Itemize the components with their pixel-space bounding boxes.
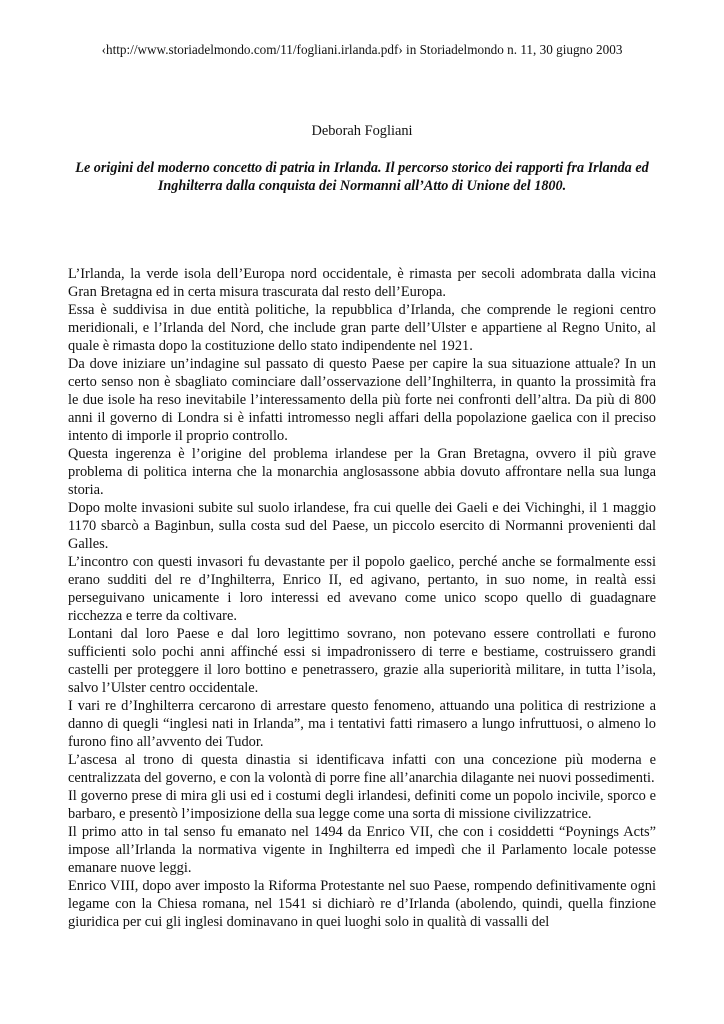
paragraph: Dopo molte invasioni subite sul suolo irlandese, fra cui quelle dei Gaeli e dei Vichinghi, il 1 maggio 1170 sbarcò a Baginbun, sulla costa sud del Paese, un piccolo esercito di Normanni provenienti dal Galles. — [68, 500, 656, 552]
paragraph: Il primo atto in tal senso fu emanato nel 1494 da Enrico VII, che con i cosiddetti “Poynings Acts” impose all’Irlanda la normativa vigente in Inghilterra ed impedì che il Parlamento locale potesse emanare nuove leggi. — [68, 824, 656, 876]
paragraph: Enrico VIII, dopo aver imposto la Riforma Protestante nel suo Paese, rompendo definitivamente ogni legame con la Chiesa romana, nel 1541 si dichiarò re d’Irlanda (abolendo, quindi, quella finzione giuridica per cui gli inglesi dominavano in quei luoghi solo in qualità di vassalli del — [68, 878, 656, 930]
paragraph: L’Irlanda, la verde isola dell’Europa nord occidentale, è rimasta per secoli adombrata dalla vicina Gran Bretagna ed in certa misura trascurata dal resto dell’Europa. — [68, 266, 656, 300]
paragraph: I vari re d’Inghilterra cercarono di arrestare questo fenomeno, attuando una politica di restrizione a danno di quegli “inglesi nati in Irlanda”, ma i tentativi fatti rimasero a lungo infruttuosi, o almeno lo furono fino all’avvento dei Tudor. — [68, 698, 656, 750]
source-citation: ‹http://www.storiadelmondo.com/11/fogliani.irlanda.pdf› in Storiadelmondo n. 11, 30 giugno 2003 — [101, 42, 623, 57]
paragraph: L’ascesa al trono di questa dinastia si identificava infatti con una concezione più moderna e centralizzata del governo, e con la volontà di porre fine all’anarchia dilagante nei nuovi possedimenti. — [68, 752, 656, 786]
paragraph: L’incontro con questi invasori fu devastante per il popolo gaelico, perché anche se formalmente essi erano sudditi del re d’Inghilterra, Enrico II, ed agivano, pertanto, in suo nome, in realtà essi perseguivano unicamente i loro interessi ed avevano come unico scopo quello di guadagnare ricchezza e terre da coltivare. — [68, 554, 656, 624]
paragraph: Essa è suddivisa in due entità politiche, la repubblica d’Irlanda, che comprende le regioni centro meridionali, e l’Irlanda del Nord, che include gran parte dell’Ulster e appartiene al Regno Unito, al quale è rimasta dopo la costituzione dello stato indipendente nel 1921. — [68, 302, 656, 354]
paragraph: Da dove iniziare un’indagine sul passato di questo Paese per capire la sua situazione attuale? In un certo senso non è sbagliato cominciare dall’osservazione dell’Inghilterra, in quanto la prossimità fra le due isole ha reso inevitabile l’interessamento della più forte nei confronti dell’altra. Da più di 800 anni il governo di Londra si è infatti intromesso negli affari della popolazione gaelica con il preciso intento di imporle il proprio controllo. — [68, 356, 656, 444]
paragraph: Questa ingerenza è l’origine del problema irlandese per la Gran Bretagna, ovvero il più grave problema di politica interna che la monarchia anglosassone abbia dovuto affrontare nella sua lunga storia. — [68, 446, 656, 498]
paragraph: Lontani dal loro Paese e dal loro legittimo sovrano, non potevano essere controllati e furono sufficienti solo pochi anni affinché essi si impadronissero di terre e bestiame, costruissero grandi castelli per proteggere il loro bottino e penetrassero, grazie alla superiorità militare, in tutta l’isola, salvo l’Ulster centro occidentale. — [68, 626, 656, 696]
author-name: Deborah Fogliani — [311, 123, 413, 139]
paragraph: Il governo prese di mira gli usi ed i costumi degli irlandesi, definiti come un popolo incivile, sporco e barbaro, e presentò l’imposizione della sua legge come una sorta di missione civilizzatrice. — [68, 788, 656, 822]
article-body — [68, 265, 656, 931]
article-title: Le origini del moderno concetto di patria in Irlanda. Il percorso storico dei rapporti fra Irlanda ed Inghilterra dalla conquista dei Normanni all’Atto di Unione del 1800. — [75, 160, 649, 194]
